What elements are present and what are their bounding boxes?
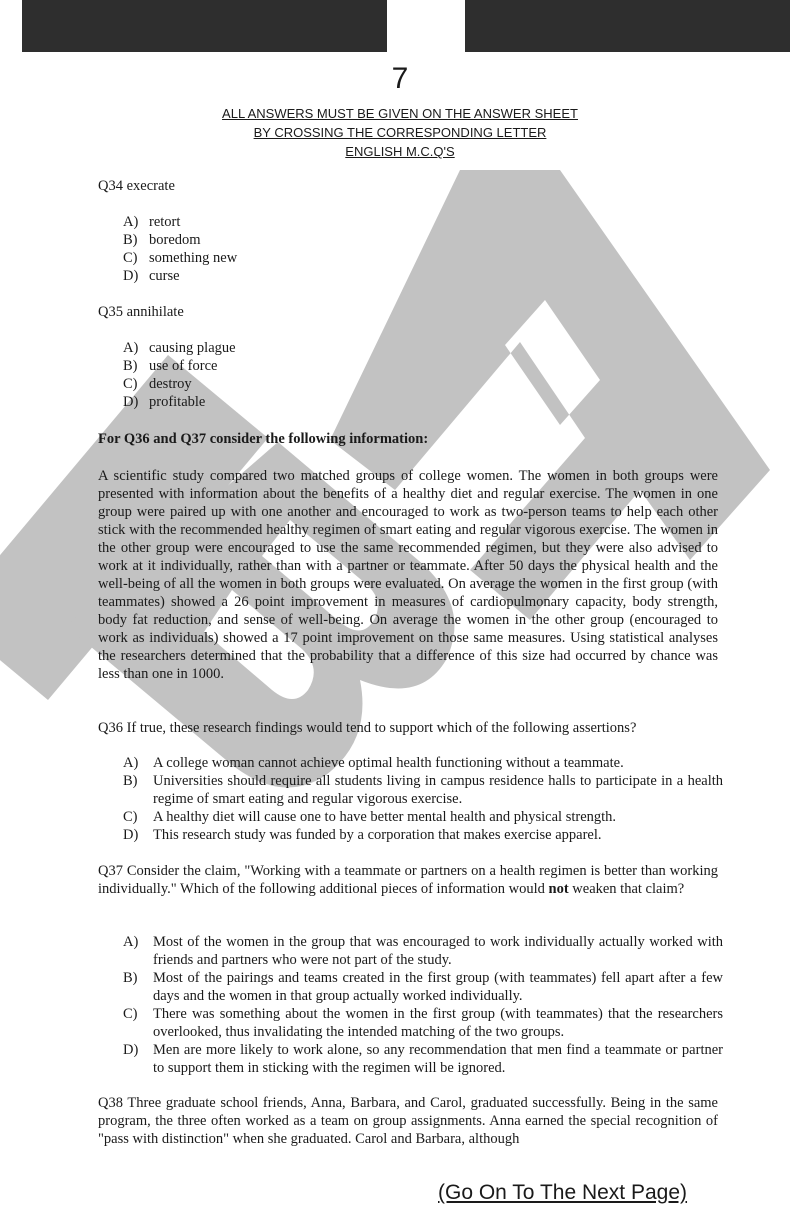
q34-prompt: Q34 execrate <box>98 178 175 194</box>
option-letter: B) <box>123 232 138 248</box>
q37-prompt-text-end: weaken that claim? <box>568 881 685 897</box>
instruction-line-2: BY CROSSING THE CORRESPONDING LETTER <box>253 125 547 140</box>
option-letter: D) <box>123 394 139 410</box>
option-letter: C) <box>123 376 138 392</box>
q37-prompt-emphasis: not <box>548 881 569 897</box>
option-letter: A) <box>123 340 139 356</box>
next-page-note: (Go On To The Next Page) <box>438 1181 688 1204</box>
q34-option-b <box>123 231 201 249</box>
option-text: There was something about the women in the first group (with teammates) that the researchers overlooked, thus invalidating the intended matching of the two groups. <box>153 1006 723 1040</box>
q35-option-d <box>123 393 205 411</box>
option-text: retort <box>149 214 181 230</box>
q35-option-c <box>123 375 192 393</box>
option-letter: C) <box>123 809 138 825</box>
option-letter: C) <box>123 250 138 266</box>
q34-option-c <box>123 249 237 267</box>
page-number: 7 <box>391 62 409 95</box>
option-text: boredom <box>149 232 201 248</box>
option-text: Universities should require all students living in campus residence halls to participate in a health regime of smart eating and regular vigorous exercise. <box>153 773 723 807</box>
q37-prompt-text: Q37 Consider the claim, "Working with a teammate or partners on a health regimen is better than working individually." Which of the following additional pieces of information would <box>98 863 718 897</box>
option-text: profitable <box>149 394 206 410</box>
option-letter: C) <box>123 1006 138 1022</box>
option-letter: D) <box>123 1042 139 1058</box>
info-heading: For Q36 and Q37 consider the following information: <box>98 431 429 447</box>
option-text: something new <box>149 250 238 266</box>
option-letter: A) <box>123 755 139 771</box>
option-text: Most of the women in the group that was encouraged to work individually actually worked with friends and partners who were not part of the study. <box>153 934 723 968</box>
option-letter: A) <box>123 214 139 230</box>
q37-prompt <box>98 862 718 898</box>
q34-option-d <box>123 267 180 285</box>
option-text: Most of the pairings and teams created in the first group (with teammates) fell apart after a few days and the women in that group actually worked individually. <box>153 970 723 1004</box>
instruction-line-1: ALL ANSWERS MUST BE GIVEN ON THE ANSWER SHEET <box>222 106 578 121</box>
option-letter: D) <box>123 268 139 284</box>
q35-option-b <box>123 357 217 375</box>
q34-option-a <box>123 213 180 231</box>
q35-prompt: Q35 annihilate <box>98 304 184 320</box>
option-letter: B) <box>123 970 138 986</box>
q36-prompt: Q36 If true, these research findings would tend to support which of the following assertions? <box>98 720 637 736</box>
option-text: Men are more likely to work alone, so any recommendation that men find a teammate or partner to support them in sticking with the regimen will be ignored. <box>153 1042 723 1076</box>
q38-prompt: Q38 Three graduate school friends, Anna, Barbara, and Carol, graduated successfully. Being in the same program, the three often worked as a team on group assignments. Anna earned the special recognition of "pass with distinction" when she graduated. Carol and Barbara, although <box>98 1095 718 1147</box>
option-letter: D) <box>123 827 139 843</box>
passage: A scientific study compared two matched groups of college women. The women in both groups were presented with information about the benefits of a healthy diet and regular exercise. The women in one group were paired up with one another and encouraged to work as two-person teams to help each other stick with the recommended healthy regimen of smart eating and regular vigorous exercise. The women in the other group were encouraged to use the same recommended regimen, but they were also advised to work at it individually, rather than with a partner or teammate. After 50 days the physical health and the well-being of all the women in both groups were evaluated. On average the women in the first group (with teammates) showed a 26 point improvement in measures of cardiopulmonary capacity, body strength, body fat reduction, and sense of well-being. On average the women in the other group (encouraged to work as individuals) showed a 17 point improvement on those same measures. Using statistical analyses the researchers determined that the probability that a difference of this size had occurred by chance was less than one in 1000. <box>98 468 718 682</box>
option-text: causing plague <box>149 340 236 356</box>
option-text: use of force <box>149 358 218 374</box>
option-text: This research study was funded by a corporation that makes exercise apparel. <box>153 827 602 843</box>
option-letter: A) <box>123 934 139 950</box>
section-title: ENGLISH M.C.Q'S <box>345 144 455 159</box>
option-letter: B) <box>123 358 138 374</box>
option-text: A college woman cannot achieve optimal health functioning without a teammate. <box>153 755 624 771</box>
option-text: destroy <box>149 376 192 392</box>
option-text: curse <box>149 268 180 284</box>
option-letter: B) <box>123 773 138 789</box>
q35-option-a <box>123 339 236 357</box>
option-text: A healthy diet will cause one to have better mental health and physical strength. <box>153 809 617 825</box>
